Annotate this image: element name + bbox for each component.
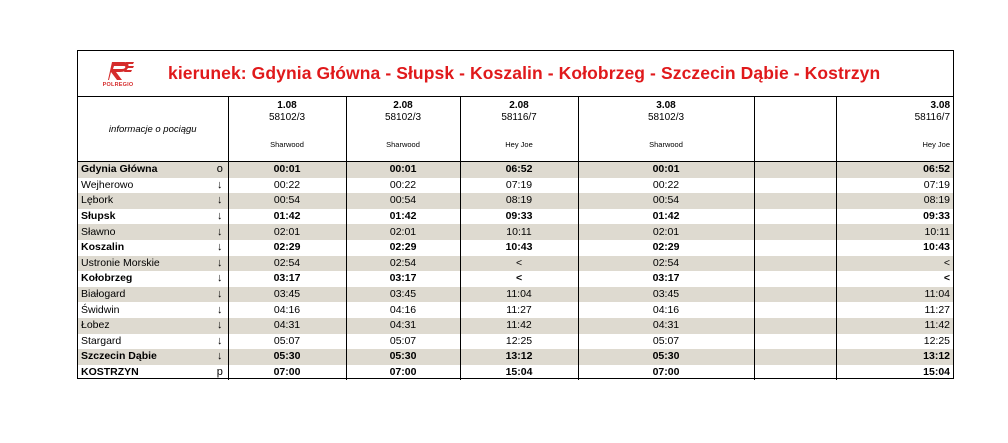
spacer-cell [754,287,836,303]
station-name: Słupsk [81,210,116,223]
station-name: Wejherowo [81,178,134,191]
time-cell: 13:12 [460,349,578,365]
table-row [78,334,953,350]
time-cell: 09:33 [836,209,953,225]
spacer-cell [754,97,836,162]
train-number: 58116/7 [501,112,537,123]
time-cell: 11:27 [836,302,953,318]
train-number: 58102/3 [384,112,422,123]
table-row [78,318,953,334]
spacer-cell [754,178,836,194]
time-cell: 02:54 [578,256,754,272]
train-date: 2.08 [509,100,529,111]
train-name: Sharwood [270,140,304,149]
time-cell: 02:01 [578,224,754,240]
station-name: Ustronie Morskie [78,256,212,272]
train-date: 3.08 [930,100,951,111]
polregio-logo [100,58,136,90]
time-cell: 02:01 [346,224,460,240]
train-name: Sharwood [386,140,420,149]
train-info-label: informacje o pociągu [78,97,228,162]
time-cell: 00:01 [346,162,460,178]
spacer-cell [754,349,836,365]
station-mark: ↓ [217,334,223,347]
time-cell: 02:54 [228,256,346,272]
time-cell: 06:52 [836,162,953,178]
table-row [78,193,953,209]
train-info-1 [228,97,346,162]
station-mark: ↓ [212,193,228,209]
time-cell: 05:30 [228,349,346,365]
timetable [78,97,953,380]
time-cell: 10:11 [836,224,953,240]
spacer-cell [754,224,836,240]
time-cell: 11:04 [836,287,953,303]
train-info-row [78,97,953,162]
spacer-cell [754,318,836,334]
time-cell: 03:45 [228,287,346,303]
time-cell: 01:42 [228,209,346,225]
station-mark: ↓ [217,303,223,316]
station-mark: ↓ [212,256,228,272]
time-cell: 02:01 [228,224,346,240]
table-row [78,240,953,256]
station-name: Koszalin [81,241,125,254]
train-info-5 [836,97,953,162]
time-cell: 00:54 [228,193,346,209]
timetable-header [78,51,953,97]
time-cell: 10:43 [460,240,578,256]
train-number: 58102/3 [647,112,685,123]
spacer-cell [754,334,836,350]
time-cell: 07:19 [836,178,953,194]
station-name: Sławno [78,224,212,240]
spacer-cell [754,209,836,225]
station-name: Szczecin Dąbie [78,349,212,365]
timetable-sheet [77,50,954,379]
train-number: 58102/3 [268,112,306,123]
spacer-cell [754,162,836,178]
table-row [78,287,953,303]
train-info-3 [460,97,578,162]
table-row [78,178,953,194]
station-name: Świdwin [81,303,120,316]
time-cell: 04:31 [228,318,346,334]
time-cell: 02:54 [346,256,460,272]
station-mark: p [216,366,223,379]
table-row [78,365,953,381]
time-cell: 10:43 [836,240,953,256]
time-cell: 12:25 [460,334,578,350]
time-cell: 07:19 [460,178,578,194]
table-row [78,256,953,272]
time-cell: 03:17 [228,271,346,287]
station-name: Łobez [78,318,212,334]
time-cell: 02:29 [346,240,460,256]
time-cell: 08:19 [460,193,578,209]
train-name: Hey Joe [922,140,951,149]
time-cell: 06:52 [460,162,578,178]
time-cell: 12:25 [836,334,953,350]
train-name: Hey Joe [505,140,533,149]
time-cell: 00:54 [578,193,754,209]
time-cell: 04:16 [228,302,346,318]
time-cell: 00:54 [346,193,460,209]
time-cell: < [460,256,578,272]
station-mark: ↓ [212,349,228,365]
table-row [78,349,953,365]
train-date: 3.08 [656,100,676,111]
time-cell: 08:19 [836,193,953,209]
time-cell: 01:42 [346,209,460,225]
logo-text: POLREGIO [102,82,134,88]
spacer-cell [754,256,836,272]
time-cell: 03:17 [578,271,754,287]
time-cell: 11:04 [460,287,578,303]
time-cell: 05:30 [578,349,754,365]
table-row [78,224,953,240]
time-cell: 05:07 [346,334,460,350]
time-cell: < [836,271,953,287]
station-name: KOSTRZYN [81,366,139,379]
train-number: 58116/7 [914,112,951,123]
station-name: Gdynia Główna [78,162,212,178]
table-row [78,271,953,287]
train-name: Sharwood [649,140,683,149]
table-row [78,302,953,318]
page-title: kierunek: Gdynia Główna - Słupsk - Koszalin - Kołobrzeg - Szczecin Dąbie - Kostrzyn [168,63,881,83]
time-cell: 00:01 [228,162,346,178]
station-name: Lębork [78,193,212,209]
time-cell: 03:17 [346,271,460,287]
station-mark: ↓ [217,178,223,191]
train-date: 1.08 [277,100,297,111]
time-cell: 04:31 [346,318,460,334]
time-cell: 04:16 [578,302,754,318]
spacer-cell [754,365,836,381]
station-mark: o [212,162,228,178]
time-cell: 11:27 [460,302,578,318]
time-cell: 15:04 [460,365,578,381]
station-mark: ↓ [212,318,228,334]
time-cell: 05:07 [578,334,754,350]
table-row [78,209,953,225]
station-mark: ↓ [217,210,223,223]
time-cell: 02:29 [578,240,754,256]
spacer-cell [754,271,836,287]
time-cell: 07:00 [228,365,346,381]
train-info-4 [578,97,754,162]
time-cell: 07:00 [346,365,460,381]
time-cell: 11:42 [836,318,953,334]
time-cell: 00:22 [578,178,754,194]
station-mark: ↓ [212,287,228,303]
station-name: Białogard [78,287,212,303]
time-cell: 05:30 [346,349,460,365]
time-cell: 01:42 [578,209,754,225]
station-name: Stargard [81,334,122,347]
station-name: Kołobrzeg [81,272,133,285]
time-cell: 10:11 [460,224,578,240]
time-cell: 15:04 [836,365,953,381]
time-cell: 03:45 [578,287,754,303]
time-cell: 03:45 [346,287,460,303]
time-cell: < [460,271,578,287]
time-cell: 13:12 [836,349,953,365]
station-mark: ↓ [217,241,223,254]
spacer-cell [754,302,836,318]
table-row [78,162,953,178]
time-cell: 00:22 [346,178,460,194]
train-date: 2.08 [393,100,413,111]
spacer-cell [754,193,836,209]
time-cell: < [836,256,953,272]
time-cell: 04:31 [578,318,754,334]
time-cell: 02:29 [228,240,346,256]
time-cell: 04:16 [346,302,460,318]
station-mark: ↓ [212,224,228,240]
time-cell: 00:01 [578,162,754,178]
train-info-2 [346,97,460,162]
station-mark: ↓ [217,272,223,285]
time-cell: 09:33 [460,209,578,225]
time-cell: 11:42 [460,318,578,334]
spacer-cell [754,240,836,256]
time-cell: 07:00 [578,365,754,381]
time-cell: 00:22 [228,178,346,194]
time-cell: 05:07 [228,334,346,350]
